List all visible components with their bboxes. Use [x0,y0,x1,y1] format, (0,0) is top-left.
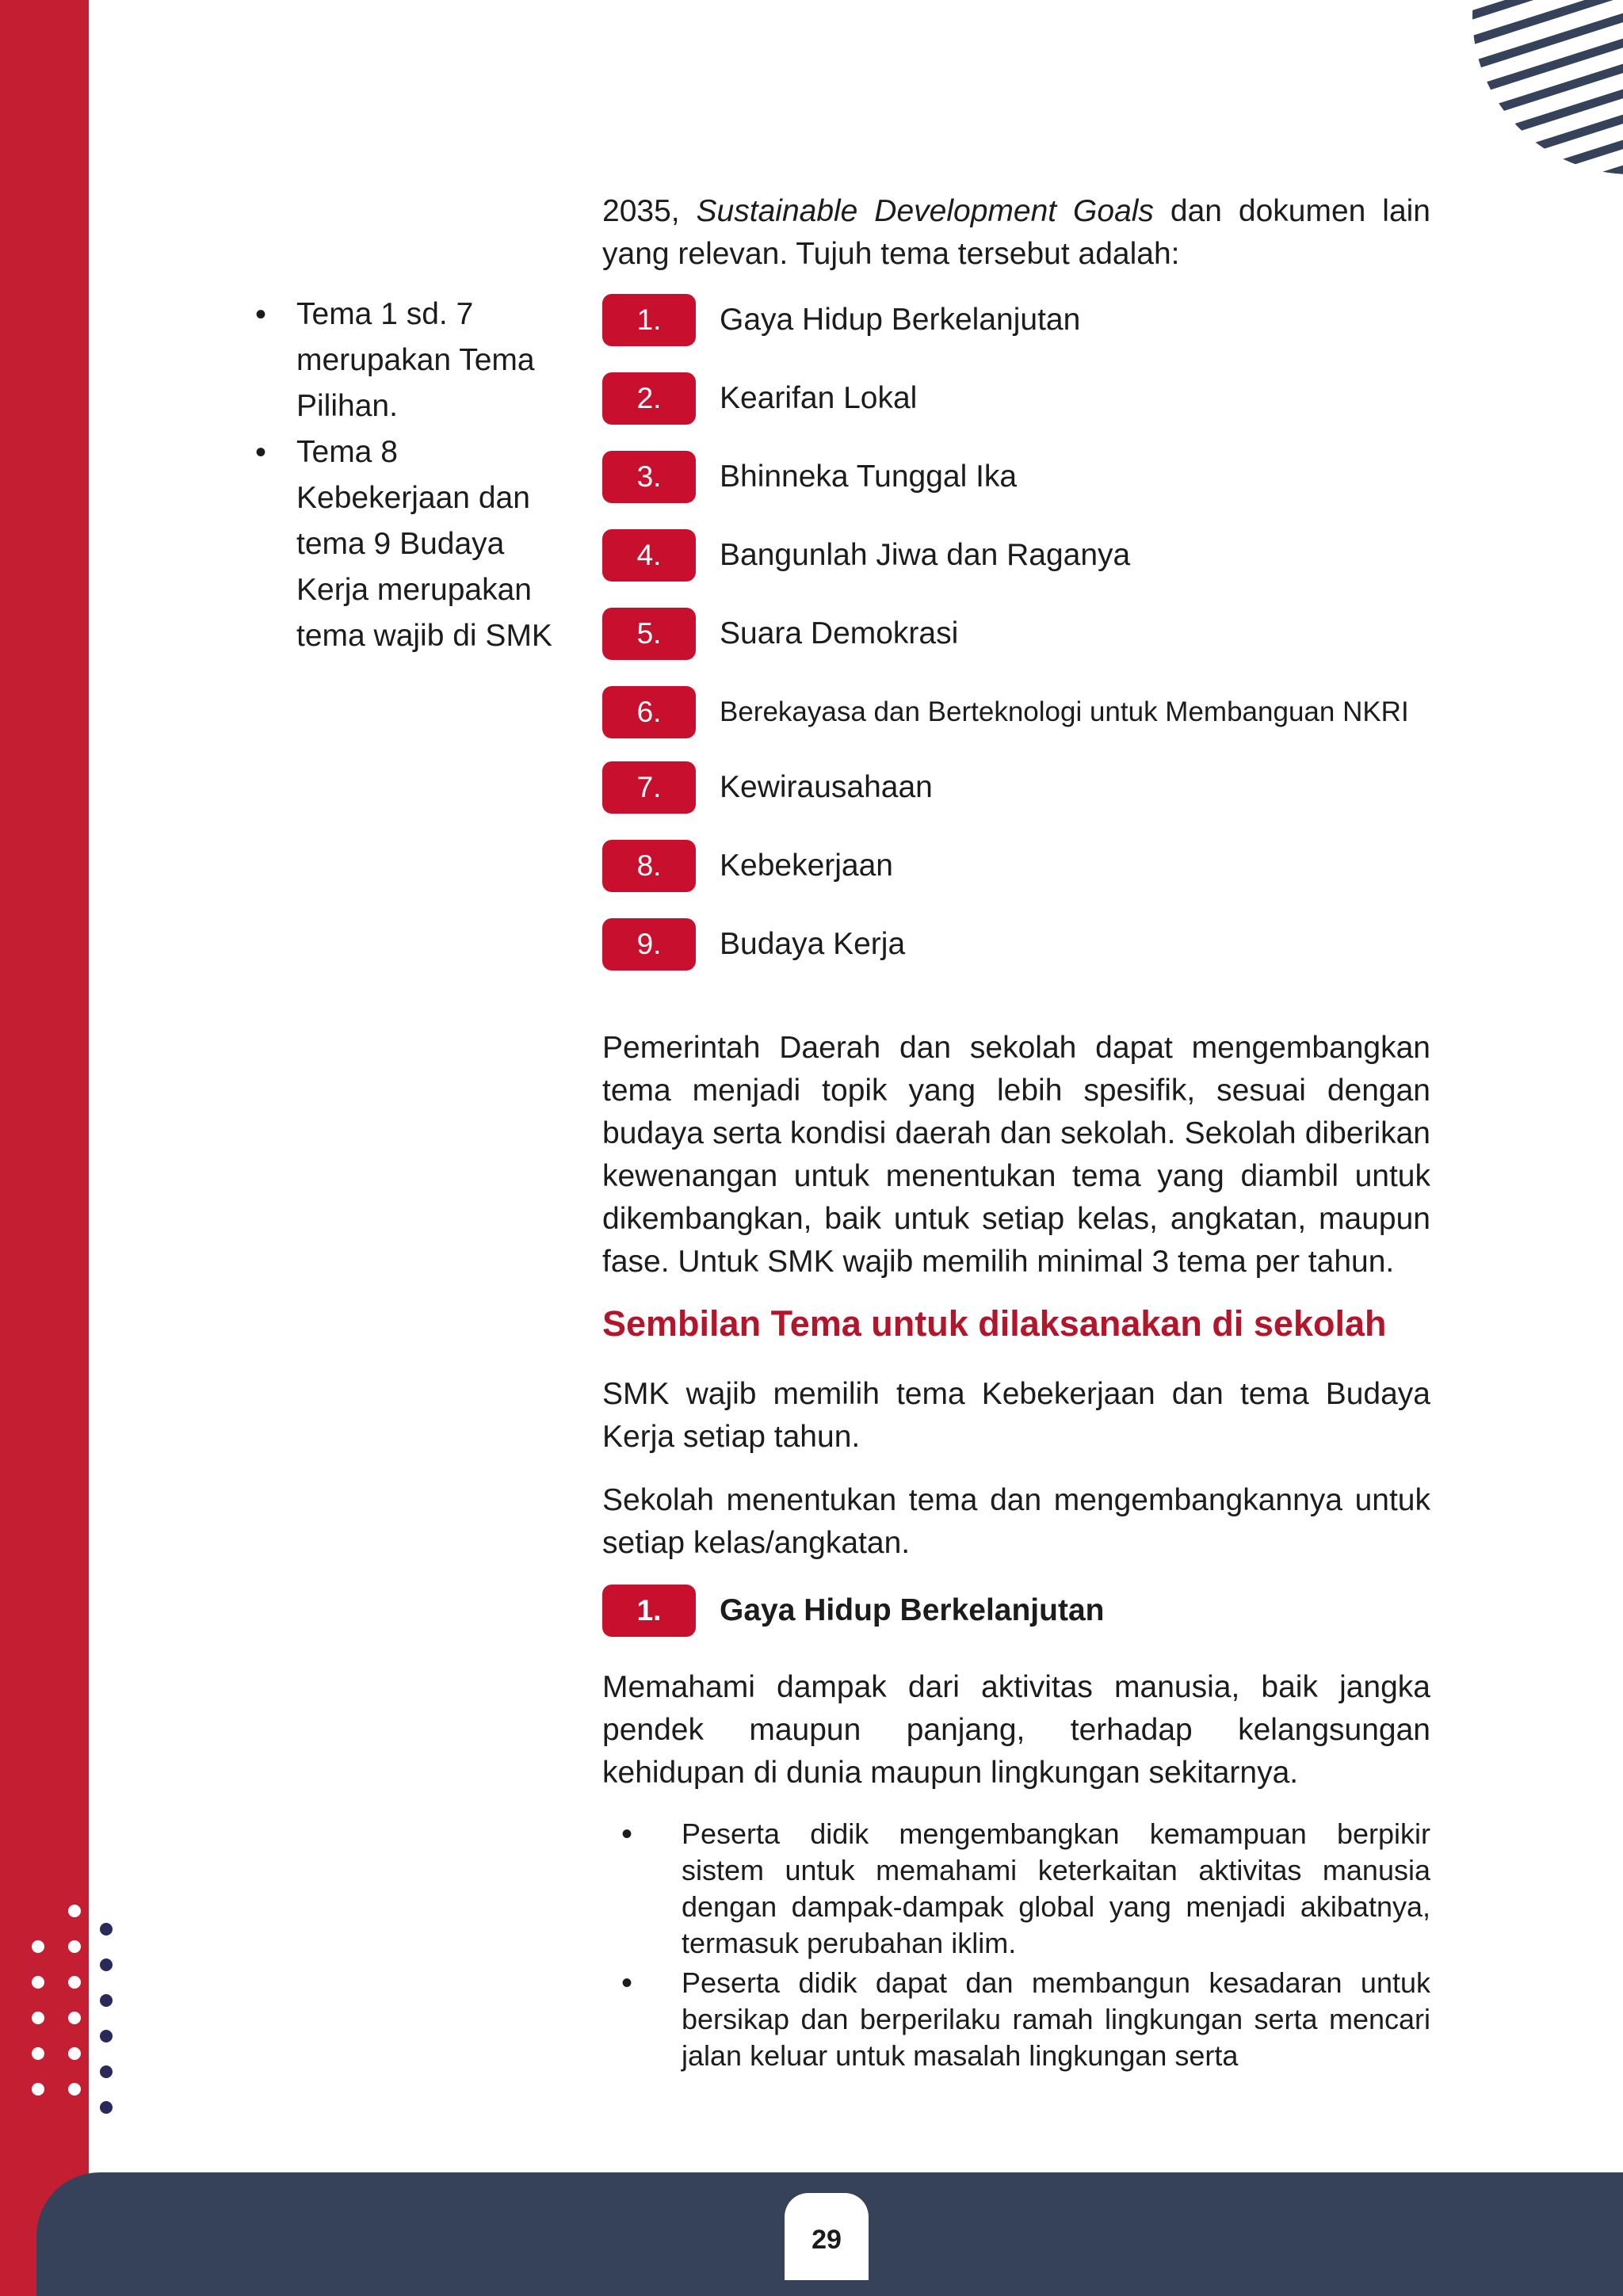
subsection-heading [602,1585,1104,1637]
intro-paragraph: 2035, Sustainable Development Goals dan dokumen lain yang relevan. Tujuh tema tersebut adalah: [602,194,1430,271]
theme-number-badge: 1. [602,294,696,346]
theme-item [602,372,917,425]
theme-number-badge: 2. [602,372,696,425]
objective-item: • Peserta didik mengembangkan kemampuan berpikir sistem untuk memahami keterkaitan aktivitas manusia dengan dampak-dampak global yang menjadi akibatnya, termasuk perubahan iklim. [602,1816,1430,1962]
theme-label: Gaya Hidup Berkelanjutan [720,303,1081,337]
side-note [252,292,561,659]
theme-label: Suara Demokrasi [720,616,959,650]
theme-item [602,840,893,892]
theme-number-badge: 6. [602,686,696,738]
theme-label: Budaya Kerja [720,927,906,961]
subsection-number-badge: 1. [602,1585,696,1637]
theme-number-badge: 8. [602,840,696,892]
theme-item [602,918,905,971]
theme-number-badge: 7. [602,761,696,814]
paragraph-smk: SMK wajib memilih tema Kebekerjaan dan tema Budaya Kerja setiap tahun. [602,1377,1430,1454]
paragraph-pemda: Pemerintah Daerah dan sekolah dapat mengembangkan tema menjadi topik yang lebih spesifik, sesuai dengan budaya serta kondisi daerah dan sekolah. Sekolah diberikan kewenangan untuk menentukan tema yang diambil untuk dikembangkan, baik untuk setiap kelas, angkatan, maupun fase. Untuk SMK wajib memilih minimal 3 tema per tahun. [602,1031,1430,1279]
theme-label: Bhinneka Tunggal Ika [720,460,1018,494]
paragraph-sekolah: Sekolah menentukan tema dan mengembangkannya untuk setiap kelas/angkatan. [602,1483,1430,1560]
theme-label: Bangunlah Jiwa dan Raganya [720,538,1131,572]
section-heading: Sembilan Tema untuk dilaksanakan di sekolah [602,1303,1387,1344]
objective-item: • Peserta didik dapat dan membangun kesadaran untuk bersikap dan berperilaku ramah lingkungan serta mencari jalan keluar untuk masalah lingkungan serta [602,1965,1430,2074]
theme-item [602,608,958,660]
striped-circle-decoration [1465,0,1623,174]
side-note-item: • Tema 1 sd. 7 merupakan Tema Pilihan. [252,292,561,429]
theme-number-badge: 9. [602,918,696,971]
objective-list [602,1816,1430,2077]
theme-item [602,686,1409,738]
theme-label: Kebekerjaan [720,849,893,883]
dot-pattern-decoration [27,1901,122,2123]
theme-label: Kearifan Lokal [720,381,918,415]
theme-label: Berekayasa dan Berteknologi untuk Membanguan NKRI [720,696,1409,727]
side-note-item: • Tema 8 Kebekerjaan dan tema 9 Budaya Kerja merupakan tema wajib di SMK [252,429,561,659]
theme-item [602,529,1130,582]
page-number: 29 [812,2225,842,2255]
subsection-title: Gaya Hidup Berkelanjutan [720,1593,1105,1627]
theme-number-badge: 3. [602,451,696,503]
paragraph-memahami: Memahami dampak dari aktivitas manusia, baik jangka pendek maupun panjang, terhadap kelangsungan kehidupan di dunia maupun lingkungan sekitarnya. [602,1670,1430,1790]
theme-label: Kewirausahaan [720,770,933,804]
theme-item [602,451,1017,503]
theme-item [602,294,1080,346]
theme-number-badge: 5. [602,608,696,660]
theme-number-badge: 4. [602,529,696,582]
theme-item [602,761,933,814]
